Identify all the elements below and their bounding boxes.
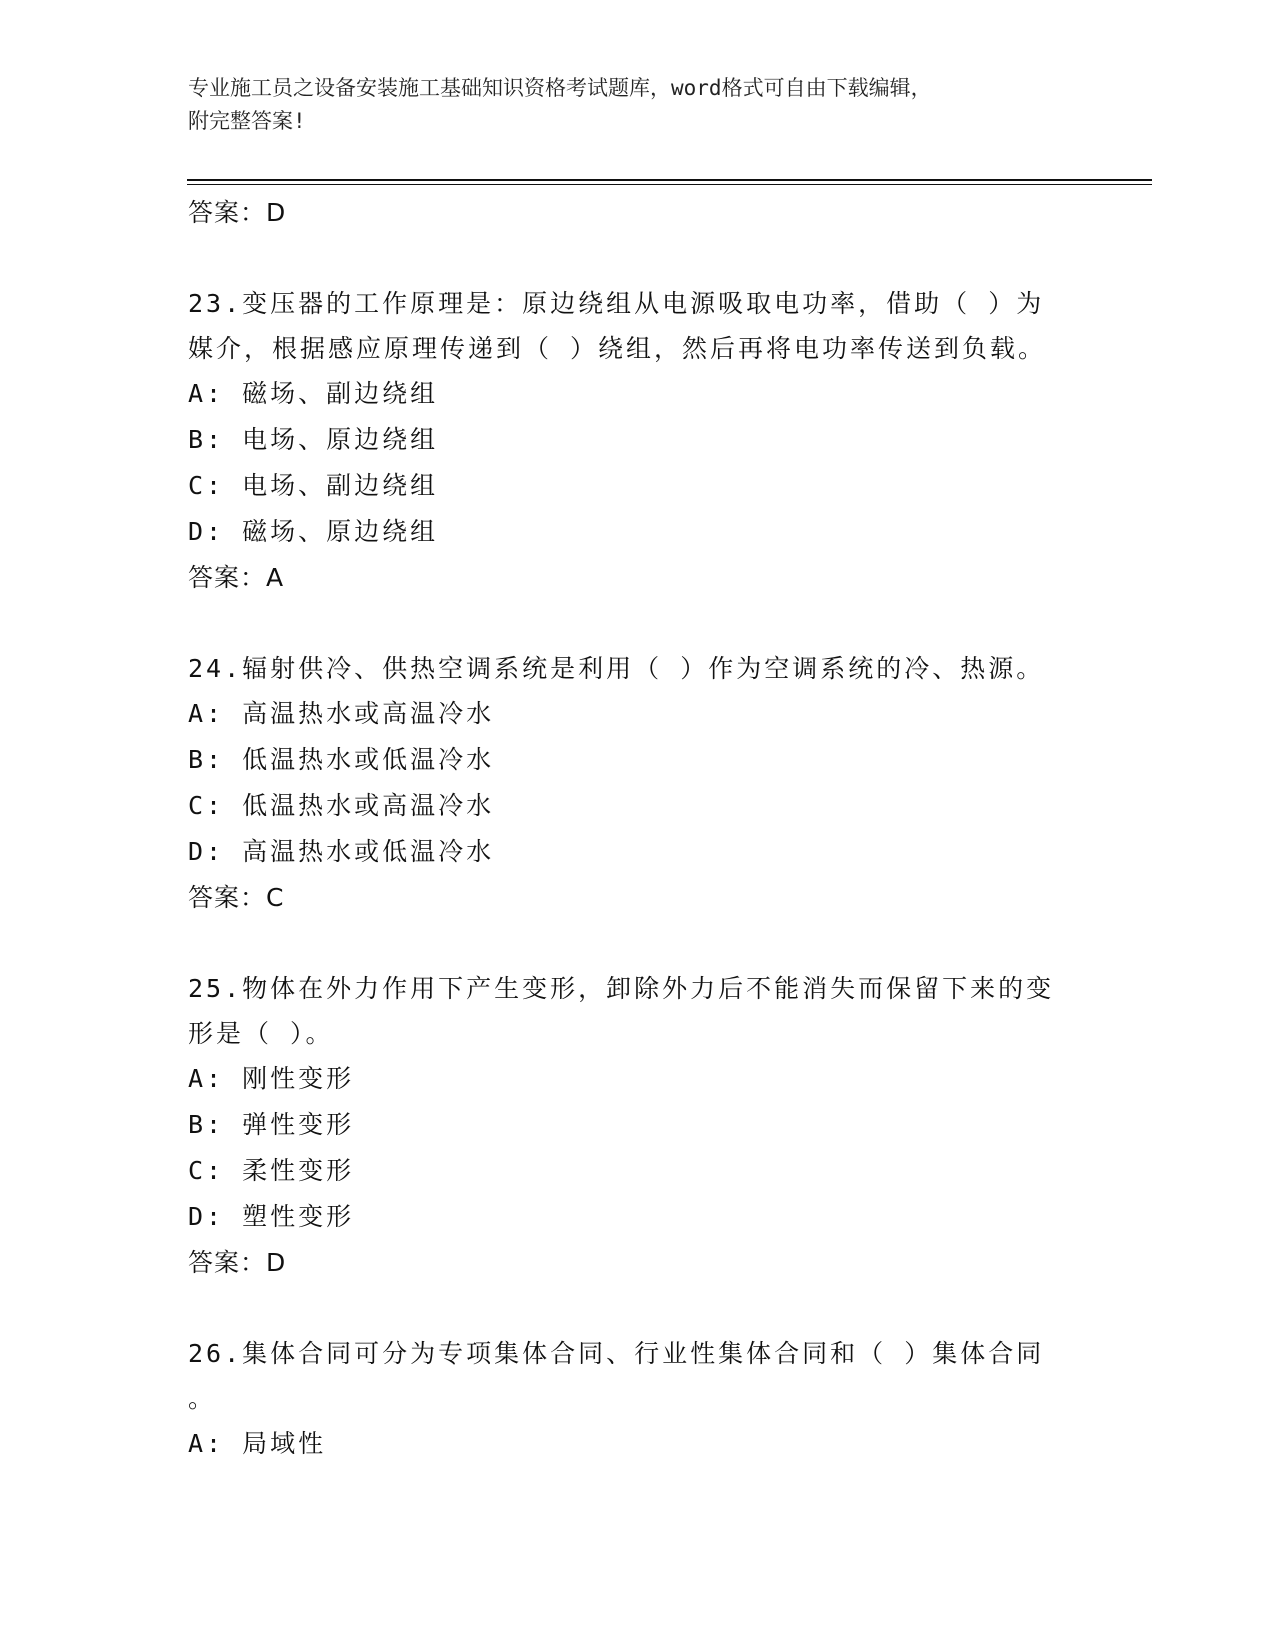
option-d: D: 高温热水或低温冷水: [188, 837, 495, 866]
header-line-1: 专业施工员之设备安装施工基础知识资格考试题库，word格式可自由下载编辑，: [188, 76, 932, 100]
option-d: D: 磁场、原边绕组: [188, 517, 439, 546]
option-a: A: 高温热水或高温冷水: [188, 699, 495, 728]
header-divider-thick: [187, 179, 1152, 181]
spacer: [188, 601, 1088, 646]
answer-23: 答案：A: [188, 563, 285, 592]
option-c: C: 电场、副边绕组: [188, 471, 439, 500]
document-header: [188, 72, 1068, 138]
previous-answer: 答案：D: [188, 198, 287, 227]
spacer: [188, 1286, 1088, 1331]
question-25: [188, 966, 1088, 1240]
option-a: A: 刚性变形: [188, 1064, 355, 1093]
question-stem-line: 形是（ ）。: [188, 1019, 334, 1048]
question-stem-line: 23.变压器的工作原理是：原边绕组从电源吸取电功率，借助（ ）为: [188, 289, 1045, 318]
option-d: D: 塑性变形: [188, 1202, 355, 1231]
option-c: C: 柔性变形: [188, 1156, 355, 1185]
answer-24: 答案：C: [188, 883, 285, 912]
option-b: B: 电场、原边绕组: [188, 425, 439, 454]
header-divider-thin: [187, 184, 1152, 185]
option-b: B: 低温热水或低温冷水: [188, 745, 495, 774]
spacer: [188, 921, 1088, 966]
question-list: [188, 190, 1088, 1467]
option-b: B: 弹性变形: [188, 1110, 355, 1139]
question-stem-line: 25.物体在外力作用下产生变形，卸除外力后不能消失而保留下来的变: [188, 974, 1055, 1003]
answer-25: 答案：D: [188, 1248, 287, 1277]
option-a: A: 局域性: [188, 1429, 327, 1458]
question-stem-line: 。: [188, 1384, 217, 1413]
option-a: A: 磁场、副边绕组: [188, 379, 439, 408]
question-stem-line: 媒介，根据感应原理传递到（ ）绕组，然后再将电功率传送到负载。: [188, 334, 1047, 363]
option-c: C: 低温热水或高温冷水: [188, 791, 495, 820]
question-24: [188, 646, 1088, 875]
question-stem-line: 26.集体合同可分为专项集体合同、行业性集体合同和（ ）集体合同: [188, 1339, 1045, 1368]
question-26: [188, 1331, 1088, 1467]
question-stem-line: 24.辐射供冷、供热空调系统是利用（ ）作为空调系统的冷、热源。: [188, 654, 1045, 683]
question-23: [188, 281, 1088, 555]
header-line-2: 附完整答案!: [188, 109, 306, 133]
